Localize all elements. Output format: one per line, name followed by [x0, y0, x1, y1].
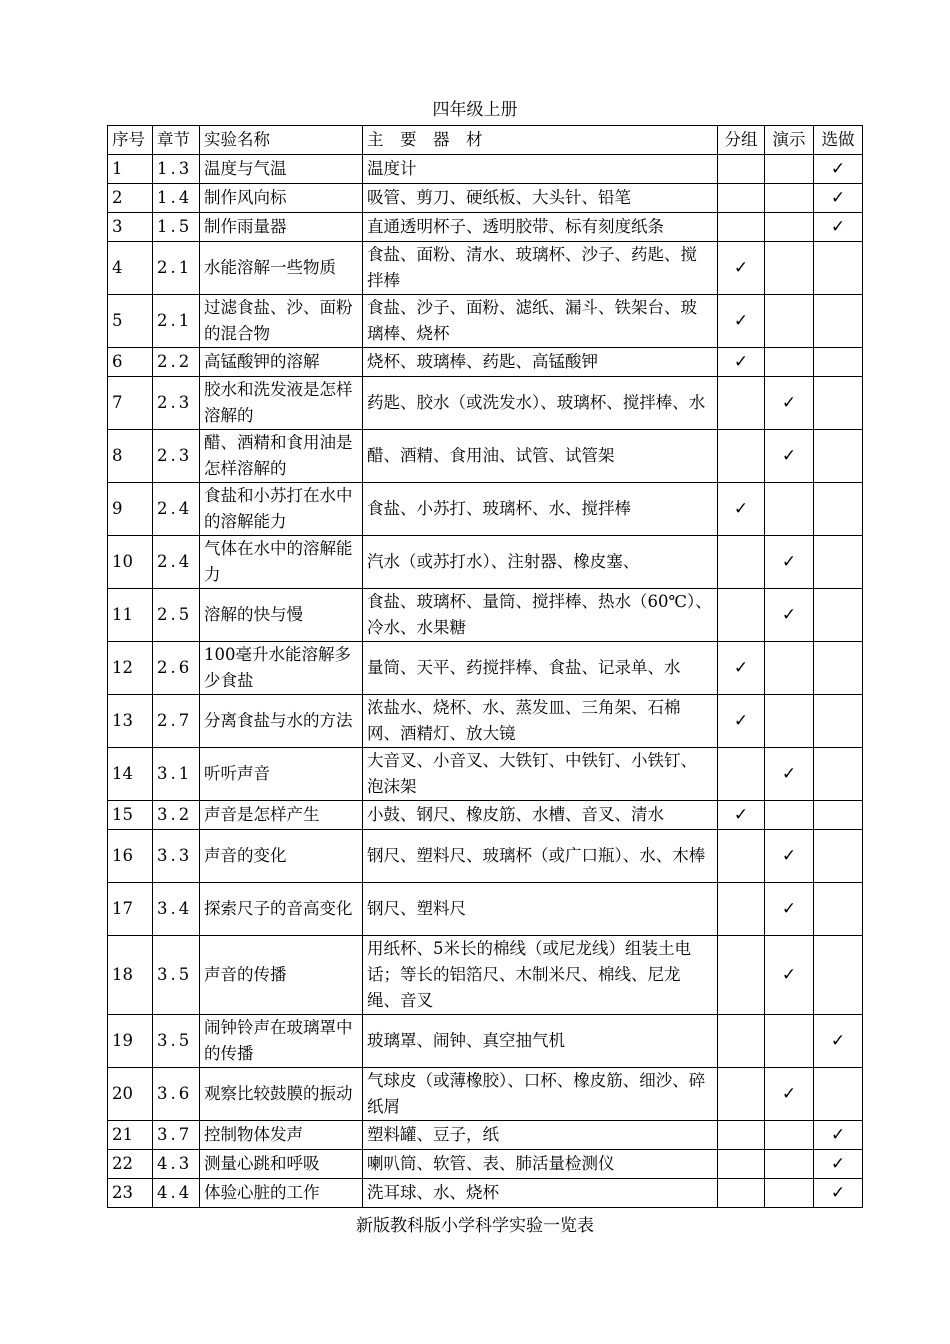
cell-group	[718, 1150, 765, 1179]
cell-materials: 醋、酒精、食用油、试管、试管架	[363, 430, 718, 483]
cell-materials: 气球皮（或薄橡胶）、口杯、橡皮筋、细沙、碎纸屑	[363, 1068, 718, 1121]
cell-materials: 药匙、胶水（或洗发水）、玻璃杯、搅拌棒、水	[363, 377, 718, 430]
cell-name: 声音是怎样产生	[200, 801, 363, 830]
cell-group	[718, 1179, 765, 1208]
cell-chapter: 2.2	[153, 348, 200, 377]
cell-group: ✓	[718, 695, 765, 748]
cell-chapter: 2.3	[153, 430, 200, 483]
cell-group	[718, 184, 765, 213]
cell-chapter: 3.7	[153, 1121, 200, 1150]
cell-name: 胶水和洗发液是怎样溶解的	[200, 377, 363, 430]
cell-chapter: 2.1	[153, 242, 200, 295]
cell-optional	[814, 642, 863, 695]
cell-materials: 食盐、小苏打、玻璃杯、水、搅拌棒	[363, 483, 718, 536]
cell-index: 8	[108, 430, 153, 483]
table-row	[108, 1179, 863, 1208]
cell-optional	[814, 936, 863, 1015]
cell-name: 控制物体发声	[200, 1121, 363, 1150]
cell-demo: ✓	[765, 536, 814, 589]
cell-materials: 汽水（或苏打水）、注射器、橡皮塞、	[363, 536, 718, 589]
cell-chapter: 2.6	[153, 642, 200, 695]
cell-chapter: 2.4	[153, 536, 200, 589]
cell-optional	[814, 242, 863, 295]
table-row	[108, 1150, 863, 1179]
cell-index: 10	[108, 536, 153, 589]
cell-optional	[814, 589, 863, 642]
cell-index: 5	[108, 295, 153, 348]
cell-optional	[814, 430, 863, 483]
cell-index: 9	[108, 483, 153, 536]
cell-optional	[814, 748, 863, 801]
cell-name: 温度与气温	[200, 155, 363, 184]
cell-chapter: 4.3	[153, 1150, 200, 1179]
cell-name: 探索尺子的音高变化	[200, 883, 363, 936]
cell-name: 100毫升水能溶解多少食盐	[200, 642, 363, 695]
cell-optional: ✓	[814, 1150, 863, 1179]
cell-materials: 量筒、天平、药搅拌棒、食盐、记录单、水	[363, 642, 718, 695]
table-row	[108, 483, 863, 536]
cell-materials: 直通透明杯子、透明胶带、标有刻度纸条	[363, 213, 718, 242]
cell-demo	[765, 801, 814, 830]
cell-group	[718, 830, 765, 883]
cell-name: 高锰酸钾的溶解	[200, 348, 363, 377]
cell-optional	[814, 695, 863, 748]
cell-index: 2	[108, 184, 153, 213]
table-row	[108, 536, 863, 589]
cell-group	[718, 1015, 765, 1068]
cell-group	[718, 936, 765, 1015]
table-row	[108, 801, 863, 830]
cell-name: 测量心跳和呼吸	[200, 1150, 363, 1179]
cell-chapter: 2.7	[153, 695, 200, 748]
cell-demo: ✓	[765, 830, 814, 883]
header-index: 序号	[108, 126, 153, 155]
cell-group	[718, 883, 765, 936]
cell-materials: 用纸杯、5米长的棉线（或尼龙线）组装土电话；等长的铝箔尺、木制米尺、棉线、尼龙绳、音叉	[363, 936, 718, 1015]
cell-demo: ✓	[765, 1068, 814, 1121]
cell-demo	[765, 695, 814, 748]
table-row	[108, 748, 863, 801]
cell-group	[718, 1068, 765, 1121]
cell-chapter: 3.5	[153, 1015, 200, 1068]
cell-demo	[765, 213, 814, 242]
cell-chapter: 3.3	[153, 830, 200, 883]
cell-index: 15	[108, 801, 153, 830]
cell-chapter: 2.4	[153, 483, 200, 536]
cell-materials: 温度计	[363, 155, 718, 184]
cell-index: 20	[108, 1068, 153, 1121]
cell-group	[718, 430, 765, 483]
cell-demo	[765, 1121, 814, 1150]
cell-optional	[814, 830, 863, 883]
cell-demo	[765, 483, 814, 536]
cell-demo: ✓	[765, 430, 814, 483]
table-row	[108, 1015, 863, 1068]
cell-index: 18	[108, 936, 153, 1015]
cell-index: 19	[108, 1015, 153, 1068]
table-row	[108, 883, 863, 936]
cell-name: 溶解的快与慢	[200, 589, 363, 642]
cell-chapter: 3.4	[153, 883, 200, 936]
cell-optional: ✓	[814, 1179, 863, 1208]
cell-chapter: 3.1	[153, 748, 200, 801]
cell-name: 制作风向标	[200, 184, 363, 213]
cell-index: 11	[108, 589, 153, 642]
cell-name: 食盐和小苏打在水中的溶解能力	[200, 483, 363, 536]
cell-optional	[814, 536, 863, 589]
cell-name: 声音的变化	[200, 830, 363, 883]
cell-optional	[814, 348, 863, 377]
cell-index: 3	[108, 213, 153, 242]
cell-index: 23	[108, 1179, 153, 1208]
cell-chapter: 3.6	[153, 1068, 200, 1121]
header-name: 实验名称	[200, 126, 363, 155]
cell-name: 过滤食盐、沙、面粉的混合物	[200, 295, 363, 348]
cell-index: 21	[108, 1121, 153, 1150]
cell-optional: ✓	[814, 1121, 863, 1150]
cell-optional: ✓	[814, 155, 863, 184]
cell-group	[718, 1121, 765, 1150]
cell-chapter: 3.2	[153, 801, 200, 830]
cell-materials: 浓盐水、烧杯、水、蒸发皿、三角架、石棉网、酒精灯、放大镜	[363, 695, 718, 748]
table-row	[108, 213, 863, 242]
table-row	[108, 1121, 863, 1150]
table-row	[108, 695, 863, 748]
cell-name: 体验心脏的工作	[200, 1179, 363, 1208]
cell-demo	[765, 184, 814, 213]
cell-name: 水能溶解一些物质	[200, 242, 363, 295]
cell-optional	[814, 1068, 863, 1121]
table-row	[108, 377, 863, 430]
cell-name: 听听声音	[200, 748, 363, 801]
table-row	[108, 242, 863, 295]
cell-index: 14	[108, 748, 153, 801]
cell-materials: 塑料罐、豆子，纸	[363, 1121, 718, 1150]
header-chapter: 章节	[153, 126, 200, 155]
cell-group	[718, 213, 765, 242]
table-row	[108, 936, 863, 1015]
cell-demo: ✓	[765, 589, 814, 642]
cell-materials: 烧杯、玻璃棒、药匙、高锰酸钾	[363, 348, 718, 377]
cell-index: 16	[108, 830, 153, 883]
cell-chapter: 4.4	[153, 1179, 200, 1208]
table-row	[108, 295, 863, 348]
cell-demo: ✓	[765, 883, 814, 936]
cell-index: 4	[108, 242, 153, 295]
header-optional: 选做	[814, 126, 863, 155]
cell-demo	[765, 348, 814, 377]
cell-chapter: 1.5	[153, 213, 200, 242]
cell-index: 22	[108, 1150, 153, 1179]
header-group: 分组	[718, 126, 765, 155]
cell-materials: 洗耳球、水、烧杯	[363, 1179, 718, 1208]
cell-materials: 食盐、面粉、清水、玻璃杯、沙子、药匙、搅拌棒	[363, 242, 718, 295]
cell-group: ✓	[718, 348, 765, 377]
table-row	[108, 348, 863, 377]
table-caption: 新版教科版小学科学实验一览表	[356, 1216, 594, 1236]
cell-demo	[765, 1015, 814, 1068]
header-demo: 演示	[765, 126, 814, 155]
cell-name: 醋、酒精和食用油是怎样溶解的	[200, 430, 363, 483]
cell-demo	[765, 642, 814, 695]
cell-index: 1	[108, 155, 153, 184]
cell-chapter: 1.3	[153, 155, 200, 184]
cell-index: 7	[108, 377, 153, 430]
table-row	[108, 830, 863, 883]
cell-group: ✓	[718, 483, 765, 536]
table-row	[108, 1068, 863, 1121]
table-row	[108, 642, 863, 695]
cell-index: 13	[108, 695, 153, 748]
cell-index: 12	[108, 642, 153, 695]
cell-chapter: 2.1	[153, 295, 200, 348]
cell-chapter: 2.3	[153, 377, 200, 430]
cell-name: 气体在水中的溶解能力	[200, 536, 363, 589]
cell-index: 6	[108, 348, 153, 377]
cell-optional	[814, 801, 863, 830]
cell-index: 17	[108, 883, 153, 936]
cell-group	[718, 377, 765, 430]
cell-materials: 玻璃罩、闹钟、真空抽气机	[363, 1015, 718, 1068]
cell-group: ✓	[718, 642, 765, 695]
table-row	[108, 589, 863, 642]
cell-group	[718, 589, 765, 642]
cell-materials: 食盐、沙子、面粉、滤纸、漏斗、铁架台、玻璃棒、烧杯	[363, 295, 718, 348]
cell-optional	[814, 295, 863, 348]
cell-materials: 钢尺、塑料尺	[363, 883, 718, 936]
table-row	[108, 430, 863, 483]
cell-optional	[814, 883, 863, 936]
cell-chapter: 3.5	[153, 936, 200, 1015]
cell-demo	[765, 295, 814, 348]
cell-materials: 大音叉、小音叉、大铁钉、中铁钉、小铁钉、泡沫架	[363, 748, 718, 801]
cell-demo	[765, 1150, 814, 1179]
cell-name: 闹钟铃声在玻璃罩中的传播	[200, 1015, 363, 1068]
table-row	[108, 184, 863, 213]
cell-group	[718, 155, 765, 184]
cell-chapter: 2.5	[153, 589, 200, 642]
cell-name: 分离食盐与水的方法	[200, 695, 363, 748]
cell-name: 观察比较鼓膜的振动	[200, 1068, 363, 1121]
cell-materials: 小鼓、钢尺、橡皮筋、水槽、音叉、清水	[363, 801, 718, 830]
cell-materials: 喇叭筒、软管、表、肺活量检测仪	[363, 1150, 718, 1179]
cell-name: 制作雨量器	[200, 213, 363, 242]
cell-demo	[765, 1179, 814, 1208]
cell-group: ✓	[718, 801, 765, 830]
cell-materials: 吸管、剪刀、硬纸板、大头针、铅笔	[363, 184, 718, 213]
cell-materials: 食盐、玻璃杯、量筒、搅拌棒、热水（60℃）、冷水、水果糖	[363, 589, 718, 642]
header-materials: 主 要 器 材	[363, 126, 718, 155]
cell-chapter: 1.4	[153, 184, 200, 213]
experiment-table	[107, 125, 863, 1208]
cell-demo: ✓	[765, 748, 814, 801]
page-title: 四年级上册	[432, 100, 518, 120]
cell-optional: ✓	[814, 213, 863, 242]
cell-name: 声音的传播	[200, 936, 363, 1015]
table-row	[108, 155, 863, 184]
cell-demo	[765, 155, 814, 184]
cell-group: ✓	[718, 242, 765, 295]
cell-demo: ✓	[765, 936, 814, 1015]
cell-group	[718, 748, 765, 801]
cell-demo: ✓	[765, 377, 814, 430]
cell-group: ✓	[718, 295, 765, 348]
cell-materials: 钢尺、塑料尺、玻璃杯（或广口瓶）、水、木棒	[363, 830, 718, 883]
cell-group	[718, 536, 765, 589]
cell-optional: ✓	[814, 184, 863, 213]
cell-demo	[765, 242, 814, 295]
cell-optional: ✓	[814, 1015, 863, 1068]
table-header-row	[108, 126, 863, 155]
cell-optional	[814, 483, 863, 536]
cell-optional	[814, 377, 863, 430]
